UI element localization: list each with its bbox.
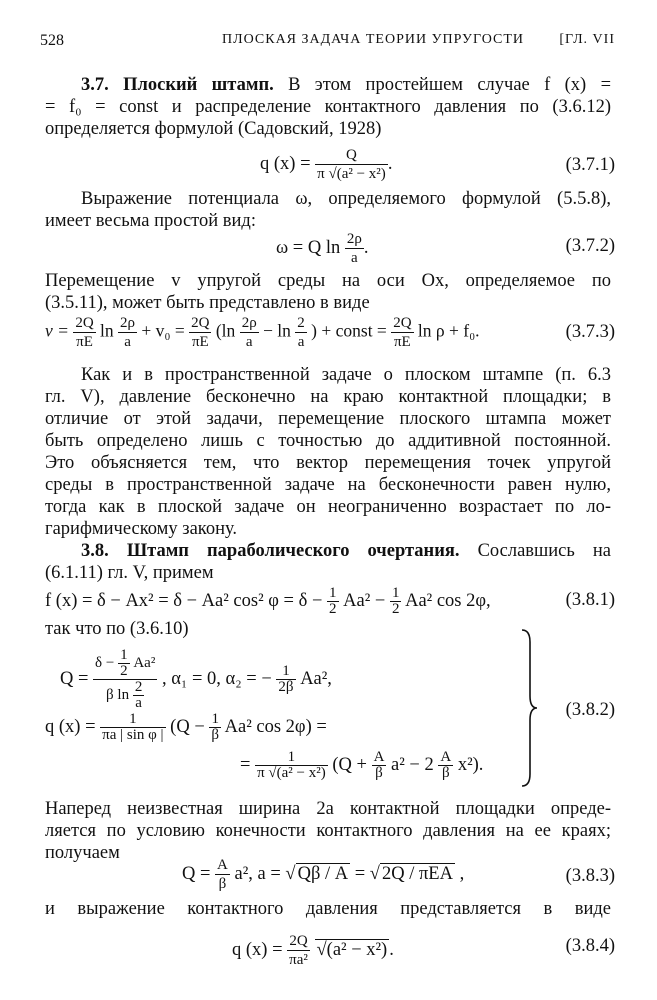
denominator: 2 [120, 663, 128, 679]
numerator: 2ρ [346, 231, 362, 247]
denominator: a [297, 334, 305, 350]
eq-text: x²). [457, 754, 484, 775]
paragraph-compare-line-6: среды в пространственной задаче на бесконечности равен нулю, [45, 475, 611, 495]
fraction [372, 750, 387, 781]
right-brace [520, 628, 538, 788]
equation-3-8-1 [45, 586, 491, 617]
equation-label: (3.7.1) [565, 155, 615, 175]
denominator: πE [393, 334, 411, 350]
fraction [240, 314, 259, 351]
numerator: 2Q [191, 315, 210, 331]
eq-text: a², a = [234, 863, 281, 884]
fraction [100, 712, 165, 743]
equation-3-8-3 [182, 856, 464, 893]
eq-lhs: q (x) = [260, 153, 311, 174]
numerator: 2Q [75, 315, 94, 331]
paragraph-expr: и выражение контактного давления представляется в виде [45, 899, 611, 919]
fraction-q [93, 648, 157, 711]
eq-tail: . [387, 153, 393, 174]
fraction [390, 586, 402, 617]
eq-text: − ln [263, 320, 291, 341]
equation-label: (3.8.4) [565, 936, 615, 956]
paragraph-compare-line-5: Это объясняется тем, что вектор перемещения точек упругой [45, 453, 611, 473]
eq-text: β ln [106, 686, 130, 703]
eq-text: Q = [182, 863, 211, 884]
paragraph-compare-line-2: гл. V), давление бесконечно на краю контактной площадки; в [45, 387, 611, 407]
fraction [287, 932, 310, 969]
numerator: 1 [120, 647, 128, 663]
eq-text: + v₀ = [141, 320, 185, 341]
fraction [189, 314, 211, 351]
numerator: 1 [391, 585, 400, 601]
running-title: ПЛОСКАЯ ЗАДАЧА ТЕОРИИ УПРУГОСТИ [222, 32, 524, 47]
eq-text: ln [100, 320, 114, 341]
sqrt-sign: √ [369, 863, 380, 884]
eq-text: , [459, 863, 465, 884]
eq-text: Aa² cos 2φ) = [224, 716, 327, 737]
paragraph-width-line-1: Наперед неизвестная ширина 2a контактной площадки опреде- [45, 799, 611, 819]
equation-3-7-2 [276, 230, 369, 267]
section-3-7-line-3: определяется формулой (Садовский, 1928) [45, 119, 382, 139]
fraction [438, 750, 453, 781]
text: В этом простейшем случае f (x) = [288, 75, 611, 95]
denominator: π √(a² − x²) [257, 765, 326, 781]
denominator: a [135, 695, 142, 711]
page-header [40, 32, 615, 54]
section-3-7-line-1 [45, 74, 611, 96]
fraction [391, 314, 413, 351]
denominator: β [441, 765, 450, 781]
paragraph-sothat: так что по (3.6.10) [45, 619, 189, 639]
fraction [118, 648, 130, 679]
equation-label: (3.7.3) [565, 322, 615, 342]
denominator: a [351, 250, 358, 266]
numerator: 2Q [287, 932, 310, 951]
sqrt-term: Qβ / A [297, 863, 349, 884]
paragraph-omega-line-2: имеет весьма простой вид: [45, 211, 256, 231]
eq-tail: . [363, 237, 369, 258]
eq-text: = [354, 863, 366, 884]
denominator: π √(a² − x²) [317, 166, 386, 182]
paragraph-compare-line-8: гарифмическому закону. [45, 519, 238, 539]
fraction [295, 314, 307, 351]
sqrt-term: 2Q / πEA [381, 863, 453, 884]
paragraph-compare-line-7: тогда как в плоской задаче он неограниченно возрастает по ло- [45, 497, 611, 517]
equation-3-8-4 [232, 932, 394, 969]
eq-text: Aa², [300, 668, 332, 689]
eq-text: δ − [95, 654, 115, 671]
eq-text: Q = [60, 668, 89, 689]
paragraph-compare-line-4: быть определено лишь с точностью до аддитивной постоянной. [45, 431, 611, 451]
equation-3-8-2-row-3 [240, 750, 483, 781]
sqrt-sign: √ [285, 863, 296, 884]
denominator: β [375, 765, 383, 781]
chapter-label: [ГЛ. VII [559, 32, 615, 47]
eq-text: (Q + [332, 754, 367, 775]
denominator [93, 680, 157, 711]
paragraph-disp-line-2: (3.5.11), может быть представлено в виде [45, 293, 370, 313]
equation-label: (3.8.2) [565, 700, 615, 720]
numerator: A [440, 749, 452, 765]
eq-text: Aa² [133, 654, 156, 671]
fraction [209, 712, 221, 743]
numerator: 1 [276, 664, 295, 680]
equation-3-8-2-row-1 [60, 648, 332, 711]
numerator: 2ρ [120, 315, 136, 331]
fraction [345, 230, 364, 267]
denominator: πE [191, 334, 209, 350]
numerator: 2Q [393, 315, 412, 331]
denominator: a [245, 334, 253, 350]
equation-label: (3.7.2) [565, 236, 615, 256]
fraction [118, 314, 137, 351]
eq-text: ln ρ + f₀. [417, 320, 480, 341]
paragraph-omega-line-1: Выражение потенциала ω, определяемого формулой (5.5.8), [81, 189, 611, 209]
section-3-8-title: 3.8. Штамп параболического очертания. [81, 541, 460, 561]
eq-lhs: q (x) = [232, 939, 283, 960]
eq-text: Aa² − [343, 590, 386, 611]
eq-text: Aa² cos 2φ, [405, 590, 491, 611]
eq-text: ) + const = [311, 320, 387, 341]
eq-text: f (x) = δ − Ax² = δ − Aa² cos² φ = δ − [45, 590, 323, 611]
equation-label: (3.8.3) [565, 866, 615, 886]
paragraph-compare-line-1: Как и в пространственной задаче о плоском штампе (п. 6.3 [81, 365, 611, 385]
numerator: 1 [100, 712, 165, 728]
paragraph-disp-line-1: Перемещение v упругой среды на оси Ox, определяемое по [45, 271, 611, 291]
eq-text: a² − 2 [391, 754, 434, 775]
fraction [276, 664, 295, 695]
eq-text: = [240, 754, 251, 775]
denominator: β [218, 876, 227, 892]
fraction [73, 314, 95, 351]
fraction [327, 586, 339, 617]
text: Сославшись на [477, 541, 611, 561]
equation-3-7-3 [45, 314, 480, 351]
numerator: 2ρ [241, 315, 257, 331]
denominator: 2 [391, 601, 400, 617]
paragraph-width-line-3: получаем [45, 843, 120, 863]
numerator: 1 [329, 585, 337, 601]
equation-3-7-1 [260, 146, 392, 183]
section-3-8-line-1 [45, 540, 611, 562]
numerator: Q [315, 146, 388, 165]
denominator: β [211, 727, 220, 743]
denominator: πa² [289, 952, 308, 968]
section-3-7-title: 3.7. Плоский штамп. [81, 75, 274, 95]
fraction [133, 680, 145, 711]
eq-text: , α₁ = 0, α₂ = − [161, 668, 272, 689]
equation-3-8-2-row-2 [45, 712, 327, 743]
paragraph-compare-line-3: отличие от этой задачи, перемещение плоского штампа может [45, 409, 611, 429]
denominator: 2 [329, 601, 337, 617]
eq-text: q (x) = [45, 716, 96, 737]
page-number: 528 [40, 32, 64, 49]
fraction [255, 750, 328, 781]
numerator: 1 [209, 712, 221, 728]
eq-tail: . [389, 939, 394, 960]
eq-v: v = [45, 320, 69, 341]
eq-text: (ln [215, 320, 236, 341]
numerator [93, 648, 157, 680]
denominator: πE [76, 334, 93, 350]
eq-text: (Q − [170, 716, 205, 737]
equation-label: (3.8.1) [565, 590, 615, 610]
section-3-8-line-2: (6.1.11) гл. V, примем [45, 563, 214, 583]
paragraph-width-line-2: ляется по условию конечности контактного давления на ее краях; [45, 821, 611, 841]
numerator: 2 [297, 315, 305, 331]
eq-lhs: ω = Q ln [276, 237, 341, 258]
numerator: A [373, 749, 385, 765]
numerator: 2 [134, 679, 143, 695]
sqrt-term: √(a² − x²) [316, 939, 388, 960]
numerator: 1 [255, 750, 328, 766]
numerator: A [217, 857, 228, 873]
section-3-7-line-2: = f₀ = const и распределение контактного давления по (3.6.12) [45, 97, 611, 117]
denominator: 2β [278, 679, 294, 695]
fraction [215, 856, 230, 893]
denominator: πa | sin φ | [102, 727, 164, 743]
denominator: a [124, 334, 131, 350]
fraction [315, 146, 388, 183]
